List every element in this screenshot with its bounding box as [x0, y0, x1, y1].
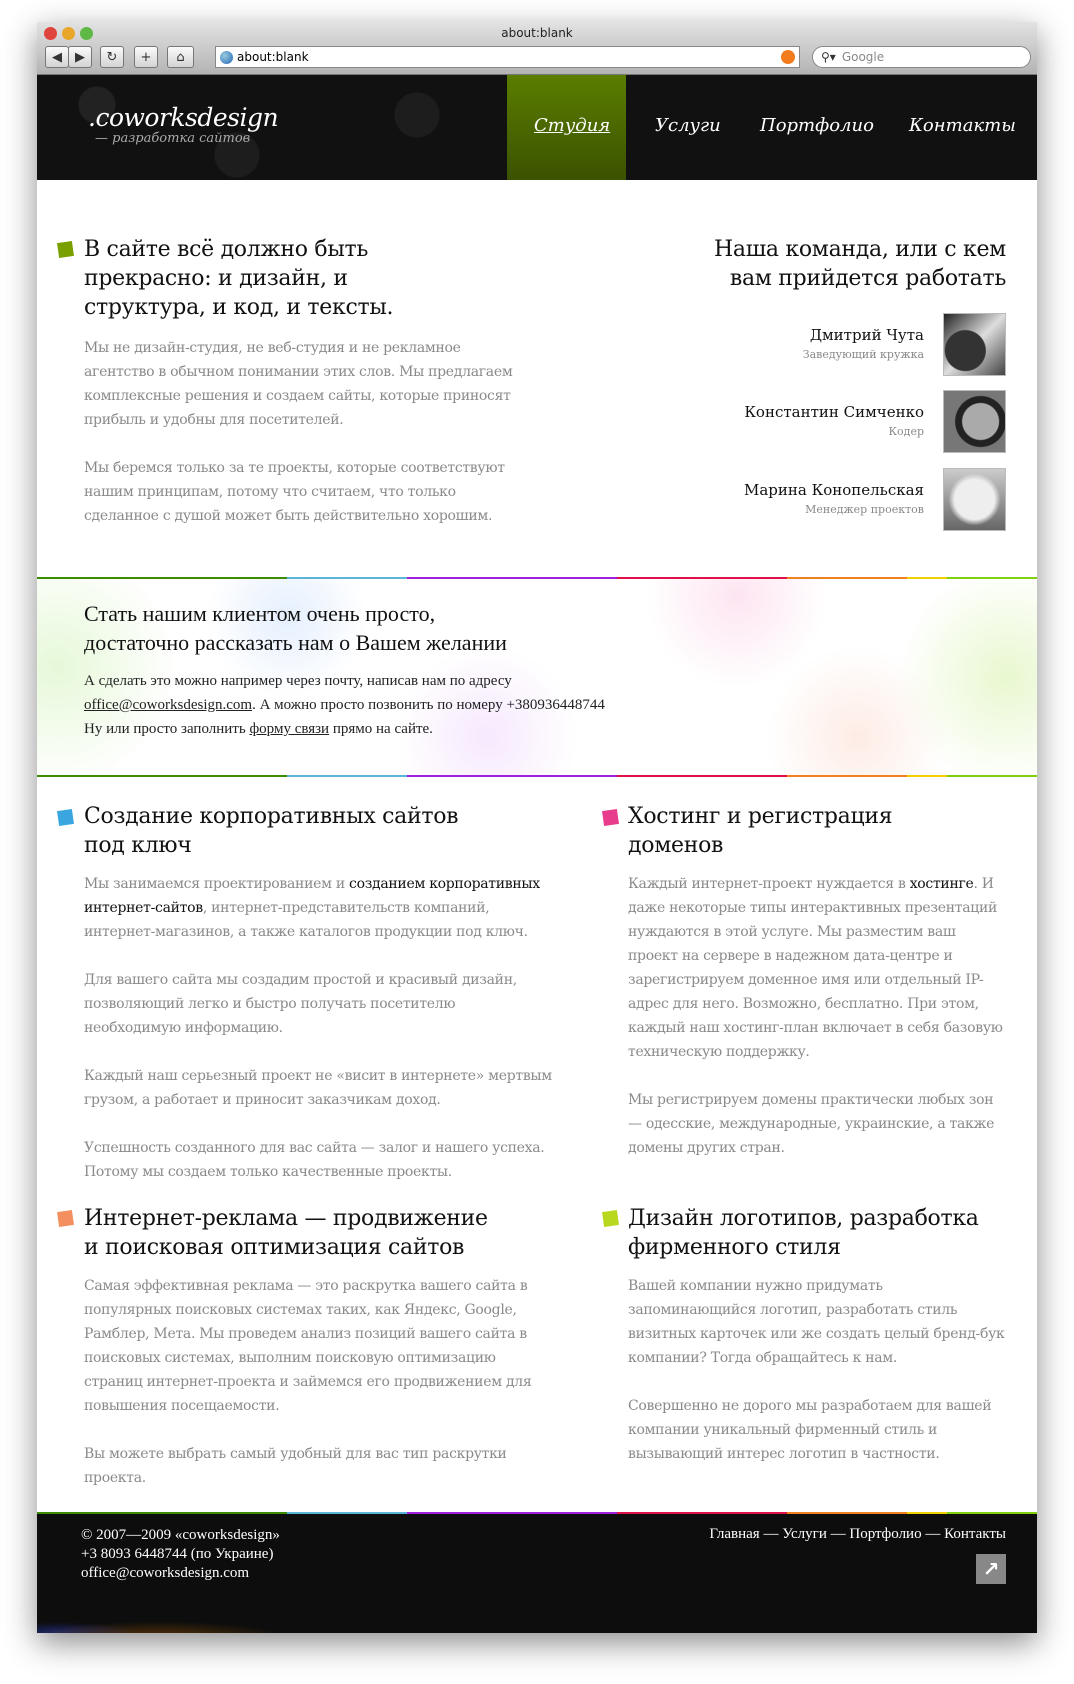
intro-title: В сайте всё должно быть прекрасно: и дизайн, и структура, и код, и тексты.: [84, 237, 394, 320]
member-name: Марина Конопельская: [743, 481, 924, 499]
nav-contacts[interactable]: Контакты: [909, 115, 1016, 136]
site-footer: [37, 1512, 1037, 1633]
footer-link-services[interactable]: Услуги: [782, 1526, 827, 1542]
member-name: Дмитрий Чута: [809, 326, 924, 344]
nav-services[interactable]: Услуги: [655, 115, 721, 136]
site-header: [37, 75, 1037, 180]
team-member: [686, 468, 1006, 531]
intro-paragraph: Мы не дизайн-студия, не веб-студия и не рекламное агентство в обычном понимании этих слов. Мы предлагаем комплексные решения и создаем сайты, которые приносят прибыль и удобны для посетителей.: [84, 340, 513, 428]
service-paragraph: Мы регистрируем домены практически любых зон — одесские, международные, украинские, а также домены других стран.: [628, 1092, 995, 1156]
intro-paragraph: Мы беремся только за те проекты, которые соответствуют нашим принципам, потому что считаем, что только сделанное с душой может быть действительно хорошим.: [84, 460, 505, 524]
copyright: © 2007—2009 «coworksdesign»: [81, 1527, 280, 1543]
member-role: Кодер: [888, 425, 924, 438]
new-tab-button[interactable]: +: [134, 46, 158, 68]
text: , интернет-представительств компаний, интернет-магазинов, а также каталогов продукции под ключ.: [84, 900, 528, 940]
contact-text: [84, 669, 684, 741]
service-paragraph: Каждый наш серьезный проект не «висит в интернете» мертвым грузом, а работает и приносит заказчикам доход.: [84, 1068, 552, 1108]
member-photo: [943, 390, 1006, 453]
contact-text-part: Ну или просто заполнить: [84, 721, 250, 737]
address-text: about:blank: [237, 50, 309, 64]
service-title: Хостинг и регистрация доменов: [628, 804, 893, 858]
service-title: Создание корпоративных сайтов под ключ: [84, 804, 459, 858]
rainbow-divider: [37, 1512, 1037, 1514]
member-photo: [943, 468, 1006, 531]
site-tagline: — разработка сайтов: [95, 131, 251, 146]
square-marker-icon: [57, 1210, 74, 1227]
email-link[interactable]: office@coworksdesign.com: [84, 697, 253, 713]
search-icon: ⚲▾: [821, 50, 836, 64]
window-title: about:blank: [501, 26, 573, 40]
nav-portfolio[interactable]: Портфолио: [760, 115, 874, 136]
footer-link-contacts[interactable]: Контакты: [944, 1526, 1006, 1542]
browser-window: [37, 22, 1037, 1633]
footer-nav: [709, 1526, 1006, 1543]
footer-phone: +3 8093 6448744 (по Украине): [81, 1546, 274, 1562]
service-paragraph: Вашей компании нужно придумать запоминающийся логотип, разработать стиль визитных карточек или же создать целый бренд-бук компании? Тогда обращайтесь к нам.: [628, 1278, 1005, 1366]
contact-band: [37, 577, 1037, 777]
contact-title: Стать нашим клиентом очень просто,: [84, 601, 436, 626]
contact-title: достаточно рассказать нам о Вашем желании: [84, 630, 507, 655]
service-title: Интернет-реклама — продвижение и поисковая оптимизация сайтов: [84, 1206, 488, 1260]
highlight-text: хостинге: [909, 876, 974, 892]
search-placeholder: Google: [841, 50, 885, 64]
contact-text-part: прямо на сайте.: [329, 721, 433, 737]
rainbow-divider: [37, 775, 1037, 777]
intro-text: [84, 336, 524, 528]
text: . И даже некоторые типы интерактивных презентаций нуждаются в этой услуге. Мы разместим ваш проект на сервере в надежном дата-центре и зарегистрируем доменное имя или отдельный IP-адрес для него. Возможно, бесплатно. При этом, каждый наш хостинг-план включает в себя базовую техническую поддержку.: [628, 876, 1003, 1060]
footer-link-portfolio[interactable]: Портфолио: [849, 1526, 922, 1542]
service-paragraph: Совершенно не дорого мы разработаем для вашей компании уникальный фирменный стиль и вызывающий интерес логотип в частности.: [628, 1398, 992, 1462]
text: Каждый интернет-проект нуждается в: [628, 876, 910, 892]
highlight-text: созданием корпоративных интернет-сайтов: [84, 876, 540, 916]
footer-email[interactable]: office@coworksdesign.com: [81, 1565, 250, 1581]
square-marker-icon: [57, 809, 74, 826]
footer-link-home[interactable]: Главная: [709, 1526, 760, 1542]
nav-studio[interactable]: Студия: [534, 115, 611, 136]
reload-button[interactable]: ↻: [100, 46, 124, 68]
member-photo: [943, 313, 1006, 376]
rainbow-divider: [37, 577, 1037, 579]
team-member: [686, 390, 1006, 453]
back-button[interactable]: ◀: [45, 46, 69, 68]
member-role: Менеджер проектов: [805, 503, 924, 516]
globe-icon: [220, 51, 233, 64]
contact-text-part: . А можно просто позвонить по номеру +380936448744: [252, 697, 605, 713]
home-button[interactable]: ⌂: [167, 46, 194, 68]
rss-icon[interactable]: [781, 50, 795, 64]
scroll-to-top-arrow-icon[interactable]: ↗: [976, 1554, 1006, 1584]
service-title: Дизайн логотипов, разработка фирменного стиля: [628, 1206, 979, 1260]
search-input[interactable]: [812, 46, 1031, 68]
separator: —: [921, 1526, 945, 1542]
service-paragraph: [84, 872, 554, 944]
service-paragraph: [628, 872, 1008, 1064]
footer-info: [81, 1526, 280, 1583]
service-block: [628, 1204, 1008, 1466]
site-logo[interactable]: .coworksdesign: [88, 103, 279, 132]
text: Мы занимаемся проектированием и: [84, 876, 350, 892]
service-block: [84, 1204, 554, 1490]
service-paragraph: Для вашего сайта мы создадим простой и красивый дизайн, позволяющий легко и быстро получать посетителю необходимую информацию.: [84, 972, 517, 1036]
separator: —: [826, 1526, 850, 1542]
square-marker-icon: [602, 1210, 619, 1227]
separator: —: [759, 1526, 783, 1542]
member-role: Заведующий кружка: [802, 348, 924, 361]
browser-titlebar: [37, 22, 1037, 75]
forward-button[interactable]: ▶: [68, 46, 92, 68]
square-marker-icon: [57, 241, 74, 258]
team-member: [686, 313, 1006, 376]
contact-text-part: А сделать это можно например через почту, написав нам по адресу: [84, 673, 512, 689]
intro-section: [84, 235, 394, 322]
service-block: [628, 802, 1008, 1160]
member-name: Константин Симченко: [744, 403, 924, 421]
service-paragraph: Вы можете выбрать самый удобный для вас тип раскрутки проекта.: [84, 1446, 507, 1486]
service-block: [84, 802, 554, 1184]
square-marker-icon: [602, 809, 619, 826]
address-bar[interactable]: [215, 46, 800, 68]
contact-form-link[interactable]: форму связи: [249, 721, 330, 737]
service-paragraph: Самая эффективная реклама — это раскрутка вашего сайта в популярных поисковых системах таких, как Яндекс, Google, Рамблер, Мета. Мы проведем анализ позиций вашего сайта в поисковых системах, выполним поисковую оптимизацию страниц интернет-проекта и займемся его продвижением для повышения посещаемости.: [84, 1278, 532, 1414]
team-title: Наша команда, или с кем вам прийдется работать: [714, 237, 1006, 291]
service-paragraph: Успешность созданного для вас сайта — залог и нашего успеха. Потому мы создаем только качественные проекты.: [84, 1140, 545, 1180]
